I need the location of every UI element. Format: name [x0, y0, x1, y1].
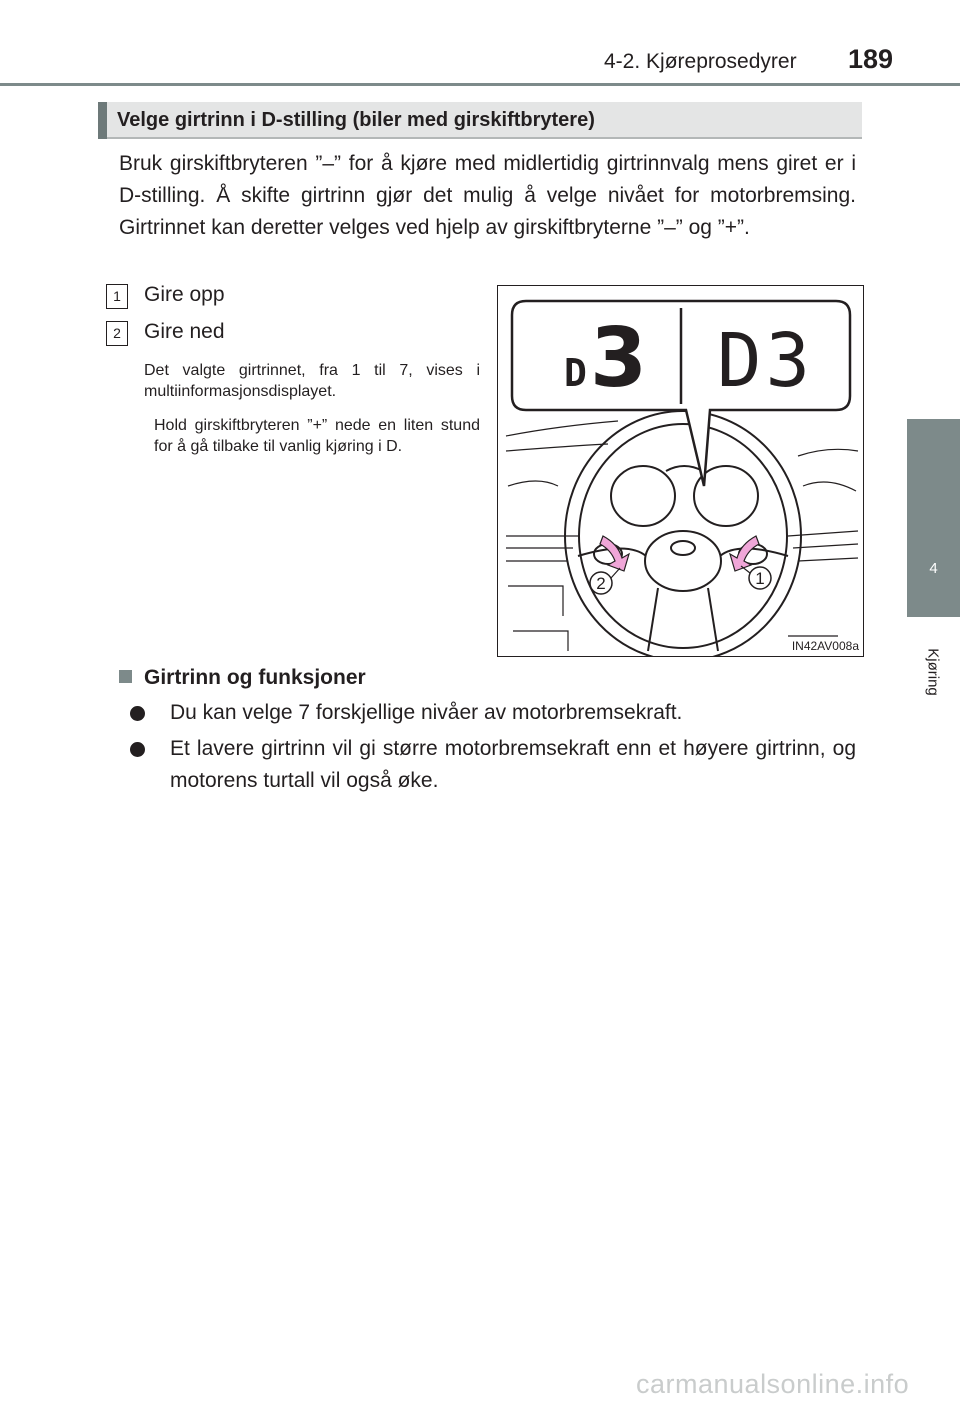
callout-2-label: 2 [596, 574, 606, 593]
watermark: carmanualsonline.info [636, 1369, 910, 1399]
subsection-heading [119, 666, 366, 690]
display-small-d: D [564, 351, 587, 395]
bullet-item: Et lavere girtrinn vil gi større motorbremsekraft enn et høyere girtrinn, og motorens turtall vil også øke. [170, 737, 856, 792]
display-big-gear: 3 [590, 311, 648, 406]
chapter-tab [907, 419, 960, 617]
bullet-dot-icon [130, 742, 145, 757]
square-bullet-icon [119, 670, 132, 683]
bullet-item: Du kan velge 7 forskjellige nivåer av motorbremsekraft. [170, 701, 683, 724]
figure-caption: IN42AV008a [791, 639, 859, 653]
section-header [98, 102, 862, 139]
item-label-gire-opp: Gire opp [144, 283, 225, 306]
upshift-arrow-icon [730, 536, 759, 571]
steering-wheel-illustration [498, 286, 863, 656]
item-number-2: 2 [106, 321, 128, 346]
item-label-gire-ned: Gire ned [144, 320, 225, 343]
bullet-dot-icon [130, 706, 145, 721]
section-header-bar [98, 102, 107, 139]
header-section-title: 4-2. Kjøreprosedyrer [604, 50, 797, 73]
subsection-title: Girtrinn og funksjoner [144, 666, 366, 689]
steering-wheel-figure [497, 285, 864, 657]
header-rule [0, 83, 960, 86]
chapter-label [921, 632, 945, 712]
chapter-label-text: Kjøring [924, 648, 942, 696]
note-hold-plus: Hold girskiftbryteren ”+” nede en liten stund for å gå tilbake til vanlig kjøring i D. [154, 417, 480, 455]
chapter-number: 4 [929, 560, 938, 577]
intro-paragraph: Bruk girskiftbryteren ”–” for å kjøre med midlertidig girtrinnvalg mens giret er i D-stilling. Å skifte girtrinn gjør det mulig å velge nivået for motorbremsing. Girtrinnet kan deretter velges ved hjelp av girskiftbryterne ”–” og ”+”. [119, 152, 856, 239]
note-display: Det valgte girtrinnet, fra 1 til 7, vises i multiinformasjonsdisplayet. [144, 362, 480, 400]
item-number-1: 1 [106, 284, 128, 309]
section-title: Velge girtrinn i D-stilling (biler med girskiftbrytere) [117, 109, 595, 131]
callout-1-label: 1 [755, 569, 765, 588]
page-number: 189 [848, 44, 894, 74]
downshift-arrow-icon [600, 536, 629, 571]
display-right-gear: D3 [717, 318, 815, 404]
